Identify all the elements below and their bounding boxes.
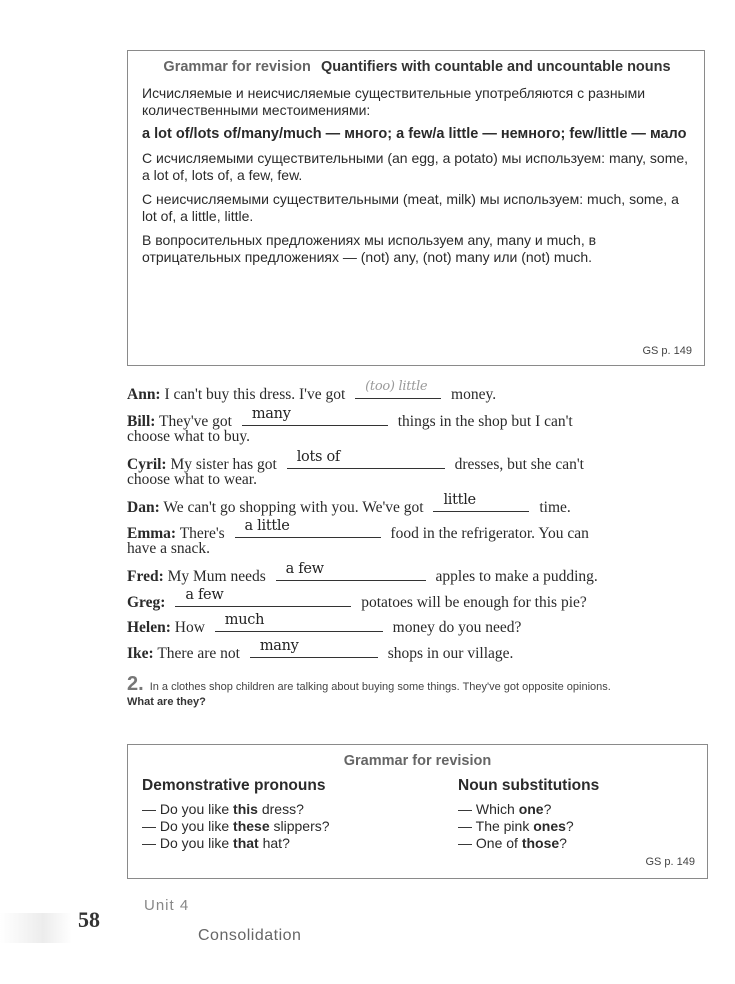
speaker: Bill: <box>127 413 156 430</box>
rule-quantifiers-meaning: a lot of/lots of/many/much — много; a few/a little — немного; few/little — мало <box>142 126 687 142</box>
answer-blank[interactable] <box>242 406 388 426</box>
line-text: choose what to wear. <box>127 471 257 488</box>
handwritten-answer: a little <box>244 518 290 534</box>
line-text: There are not <box>157 645 240 662</box>
line-text: My sister has got <box>170 456 277 473</box>
line-text: things in the shop but I can't <box>397 413 573 430</box>
grammar-box-quantifiers <box>127 50 705 366</box>
line-text: We can't go shopping with you. We've got <box>163 499 424 516</box>
line-text: dresses, but she can't <box>454 456 584 473</box>
grammar-box-pronouns <box>127 744 708 879</box>
exercise-line-continuation <box>127 428 250 446</box>
task-number: 2. <box>127 673 144 695</box>
line-text: food in the refrigerator. You can <box>390 525 589 542</box>
speaker: Ike: <box>127 645 154 662</box>
example-line <box>142 818 330 835</box>
line-text: How <box>174 619 205 636</box>
line-text: choose what to buy. <box>127 428 250 445</box>
example-text: hat? <box>262 835 290 851</box>
example-text: — Do you like <box>142 801 230 817</box>
answer-blank[interactable] <box>250 638 378 658</box>
speaker: Ann: <box>127 386 161 403</box>
example-keyword: ones <box>533 818 566 834</box>
rule-uncountable: С неисчисляемыми существительными (meat, milk) мы используем: much, some, a lot of, a little, little. <box>142 191 679 224</box>
speaker: Cyril: <box>127 456 167 473</box>
example-text: — Do you like <box>142 818 230 834</box>
line-text: have a snack. <box>127 540 211 557</box>
example-keyword: that <box>233 835 259 851</box>
example-keyword: these <box>233 818 270 834</box>
answer-blank[interactable] <box>433 492 529 512</box>
exercise-line-fred <box>127 561 598 586</box>
task-text: In a clothes shop children are talking about buying some things. They've got opposite opinions. <box>149 681 611 693</box>
speaker: Fred: <box>127 568 164 585</box>
scan-smudge <box>0 913 72 943</box>
handwritten-answer: little <box>443 492 476 508</box>
rule-questions-negatives: В вопросительных предложениях мы используем any, many и much, в отрицательных предложениях — (not) any, (not) many или (not) much. <box>142 232 597 265</box>
noun-substitutions-column <box>458 777 599 852</box>
example-line <box>142 835 330 852</box>
task-2 <box>127 673 712 708</box>
exercise-line-greg <box>127 587 587 612</box>
exercise-line-helen <box>127 612 522 637</box>
page-number: 58 <box>78 907 100 932</box>
example-text: dress? <box>261 801 304 817</box>
example-text: ? <box>565 818 574 834</box>
example-text: ? <box>543 801 552 817</box>
page-footer <box>0 895 735 984</box>
example-text: slippers? <box>273 818 330 834</box>
example-text: — One of <box>458 835 518 851</box>
example-text: ? <box>559 835 567 851</box>
example-keyword: those <box>521 835 560 851</box>
exercise-line-ann <box>127 379 497 404</box>
grammar-box-title: Grammar for revision <box>343 753 492 769</box>
grammar-label: Grammar for revision <box>163 59 311 75</box>
column-heading: Demonstrative pronouns <box>142 777 326 794</box>
example-line <box>458 818 599 835</box>
handwritten-answer: a few <box>185 587 224 603</box>
exercise-line-continuation <box>127 471 257 489</box>
line-text: money. <box>451 386 497 403</box>
grammar-reference: GS p. 149 <box>642 345 692 357</box>
demonstrative-pronouns-column <box>142 777 330 852</box>
line-text: apples to make a pudding. <box>435 568 598 585</box>
example-keyword: one <box>518 801 544 817</box>
answer-blank[interactable] <box>175 587 351 607</box>
line-text: There's <box>179 525 225 542</box>
example-line <box>458 801 599 818</box>
line-text: My Mum needs <box>167 568 266 585</box>
answer-blank[interactable] <box>287 449 445 469</box>
exercise-line-continuation <box>127 540 210 558</box>
grammar-reference: GS p. 149 <box>645 856 695 868</box>
line-text: They've got <box>159 413 232 430</box>
handwritten-answer: a few <box>285 561 324 577</box>
rule-countable: С исчисляемыми существительными (an egg, a potato) мы используем: many, some, a lot of, lots of, a few, few. <box>142 150 689 183</box>
answer-blank[interactable] <box>355 379 441 399</box>
line-text: potatoes will be enough for this pie? <box>361 594 587 611</box>
answer-blank[interactable] <box>276 561 426 581</box>
exercise-dialogue <box>127 379 712 674</box>
example-line <box>458 835 599 852</box>
task-2-question: What are they? <box>127 696 206 708</box>
handwritten-answer: many <box>251 406 291 422</box>
exercise-line-ike <box>127 638 514 663</box>
speaker: Helen: <box>127 619 171 636</box>
example-text: — The pink <box>458 818 530 834</box>
example-line <box>142 801 330 818</box>
line-text: money do you need? <box>392 619 522 636</box>
grammar-topic: Quantifiers with countable and uncountable nouns <box>320 59 671 75</box>
section-label: Consolidation <box>198 927 302 944</box>
example-text: — Do you like <box>142 835 230 851</box>
column-heading: Noun substitutions <box>458 777 600 794</box>
exercise-line-dan <box>127 492 571 517</box>
example-keyword: this <box>233 801 258 817</box>
line-text: I can't buy this dress. I've got <box>164 386 346 403</box>
answer-blank[interactable] <box>215 612 383 632</box>
answer-blank[interactable] <box>235 518 381 538</box>
speaker: Greg: <box>127 594 166 611</box>
speaker: Emma: <box>127 525 177 542</box>
handwritten-answer: many <box>259 638 299 654</box>
handwritten-answer: lots of <box>296 449 340 465</box>
unit-label: Unit 4 <box>144 897 190 914</box>
handwritten-answer: (too) little <box>365 379 428 394</box>
line-text: time. <box>539 499 571 516</box>
speaker: Dan: <box>127 499 160 516</box>
example-text: — Which <box>458 801 515 817</box>
line-text: shops in our village. <box>387 645 514 662</box>
task-2-instructions <box>127 673 712 695</box>
grammar-box-title <box>142 59 692 76</box>
handwritten-answer: much <box>224 612 265 628</box>
rule-intro: Исчисляемые и неисчисляемые существительные употребляются с разными количественными местоимениями: <box>142 85 646 118</box>
